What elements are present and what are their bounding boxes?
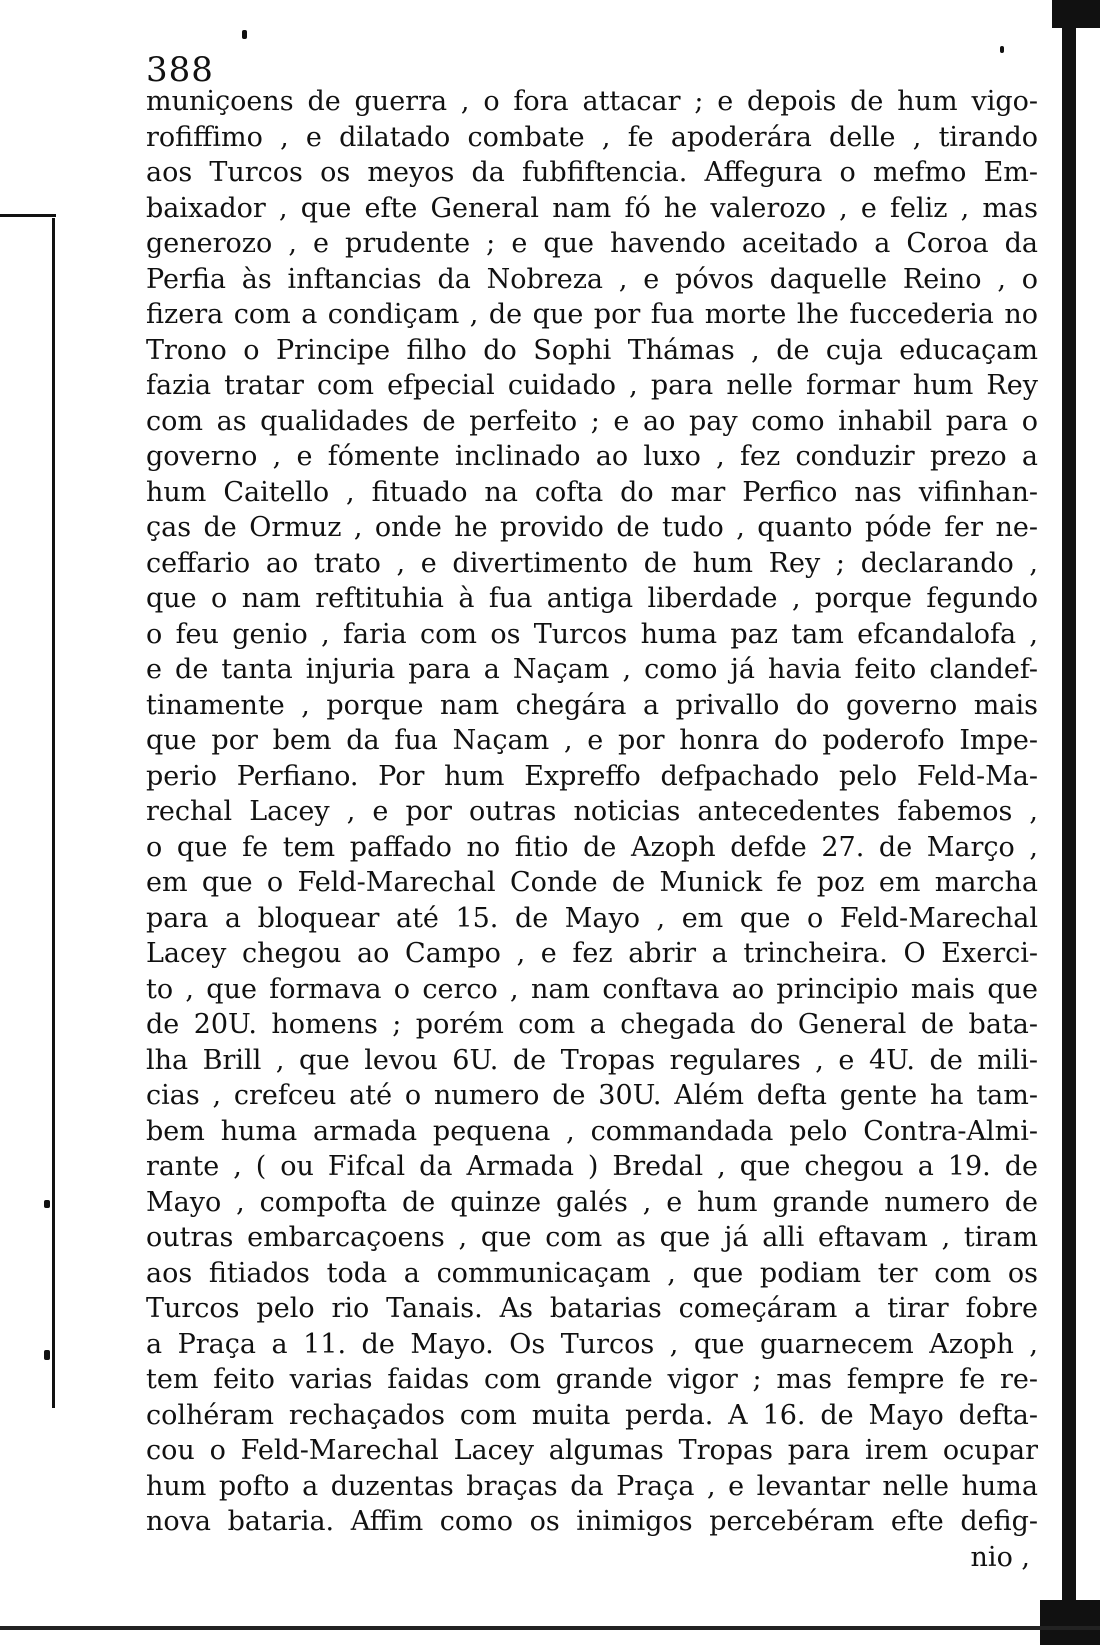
text-line: que o nam reftituhia à fua antiga liberdade , porque fegundo bbox=[146, 583, 1038, 614]
text-line: perio Perfiano. Por hum Expreffo defpachado pelo Feld-Ma- bbox=[146, 760, 1038, 792]
page-number: 388 bbox=[146, 50, 214, 90]
text-line: tem feito varias faidas com grande vigor ; mas fempre fe re- bbox=[146, 1364, 1038, 1395]
text-line: Trono o Principe filho do Sophi Thámas , de cuja educaçam bbox=[146, 334, 1038, 366]
text-line: tinamente , porque nam chegára a privallo do governo mais bbox=[146, 689, 1038, 721]
text-line: cou o Feld-Marechal Lacey algumas Tropas para irem ocupar bbox=[146, 1435, 1038, 1466]
scan-left-margin-rule bbox=[52, 218, 55, 1408]
text-line: governo , e fómente inclinado ao luxo , fez conduzir prezo a bbox=[146, 441, 1038, 472]
text-line: com as qualidades de perfeito ; e ao pay como inhabil para o bbox=[146, 405, 1038, 437]
scan-top-right-corner bbox=[1052, 0, 1100, 28]
text-line: Lacey chegou ao Campo , e fez abrir a trincheira. O Exerci- bbox=[146, 938, 1038, 969]
text-line: nova bataria. Affim como os inimigos percebéram efte defig- bbox=[146, 1506, 1038, 1537]
text-line: rante , ( ou Fifcal da Armada ) Bredal , que chegou a 19. de bbox=[146, 1151, 1038, 1182]
text-line: bem huma armada pequena , commandada pelo Contra-Almi- bbox=[146, 1115, 1038, 1147]
body-text bbox=[146, 84, 1038, 1575]
text-line: hum pofto a duzentas braças da Praça , e levantar nelle huma bbox=[146, 1470, 1038, 1502]
ink-speck bbox=[1000, 46, 1004, 53]
text-line: ças de Ormuz , onde he provido de tudo , quanto póde fer ne- bbox=[146, 512, 1038, 543]
text-line: outras embarcaçoens , que com as que já alli eftavam , tiram bbox=[146, 1222, 1038, 1253]
text-line: aos Turcos os meyos da fubfiftencia. Affegura o mefmo Em- bbox=[146, 157, 1038, 188]
text-line: Mayo , compofta de quinze galés , e hum grande numero de bbox=[146, 1186, 1038, 1218]
text-line: que por bem da fua Naçam , e por honra do poderofo Impe- bbox=[146, 725, 1038, 756]
text-line: para a bloquear até 15. de Mayo , em que o Feld-Marechal bbox=[146, 902, 1038, 934]
text-line: o feu genio , faria com os Turcos huma paz tam efcandalofa , bbox=[146, 618, 1038, 650]
text-line: e de tanta injuria para a Naçam , como já havia feito clandef- bbox=[146, 654, 1038, 685]
text-line: Perfia às inftancias da Nobreza , e póvos daquelle Reino , o bbox=[146, 263, 1038, 295]
catchword-line: nio , bbox=[970, 1541, 1030, 1573]
scan-bottom-right-corner bbox=[1040, 1600, 1100, 1645]
text-line: rofiffimo , e dilatado combate , fe apoderára delle , tirando bbox=[146, 121, 1038, 153]
text-line: colhéram rechaçados com muita perda. A 16. de Mayo defta- bbox=[146, 1399, 1038, 1431]
text-line: rechal Lacey , e por outras noticias antecedentes fabemos , bbox=[146, 796, 1038, 827]
text-line: Turcos pelo rio Tanais. As batarias começáram a tirar fobre bbox=[146, 1293, 1038, 1324]
text-line: to , que formava o cerco , nam conftava ao principio mais que bbox=[146, 973, 1038, 1005]
text-line: baixador , que efte General nam fó he valerozo , e feliz , mas bbox=[146, 192, 1038, 224]
text-line: hum Caitello , fituado na cofta do mar Perfico nas vifinhan- bbox=[146, 476, 1038, 508]
ink-speck bbox=[44, 1350, 50, 1360]
ink-speck bbox=[242, 30, 247, 39]
text-line: fazia tratar com efpecial cuidado , para nelle formar hum Rey bbox=[146, 370, 1038, 401]
text-line: em que o Feld-Marechal Conde de Munick fe poz em marcha bbox=[146, 867, 1038, 898]
text-line: lha Brill , que levou 6U. de Tropas regulares , e 4U. de mili- bbox=[146, 1044, 1038, 1076]
scan-right-border bbox=[1062, 0, 1076, 1645]
text-line: a Praça a 11. de Mayo. Os Turcos , que guarnecem Azoph , bbox=[146, 1328, 1038, 1360]
text-line: ceffario ao trato , e divertimento de hum Rey ; declarando , bbox=[146, 547, 1038, 579]
scan-bottom-border bbox=[0, 1626, 1100, 1630]
text-line: aos fitiados toda a communicaçam , que podiam ter com os bbox=[146, 1257, 1038, 1289]
text-line: muniçoens de guerra , o fora attacar ; e depois de hum vigo- bbox=[146, 86, 1038, 117]
text-line: fizera com a condiçam , de que por fua morte lhe fuccederia no bbox=[146, 299, 1038, 330]
text-line: generozo , e prudente ; e que havendo aceitado a Coroa da bbox=[146, 228, 1038, 259]
text-line: o que fe tem paffado no fitio de Azoph defde 27. de Março , bbox=[146, 831, 1038, 863]
text-line: cias , crefceu até o numero de 30U. Além defta gente ha tam- bbox=[146, 1080, 1038, 1111]
text-line: de 20U. homens ; porém com a chegada do General de bata- bbox=[146, 1009, 1038, 1040]
ink-speck bbox=[44, 1200, 50, 1208]
scan-left-margin-tick bbox=[0, 214, 56, 217]
